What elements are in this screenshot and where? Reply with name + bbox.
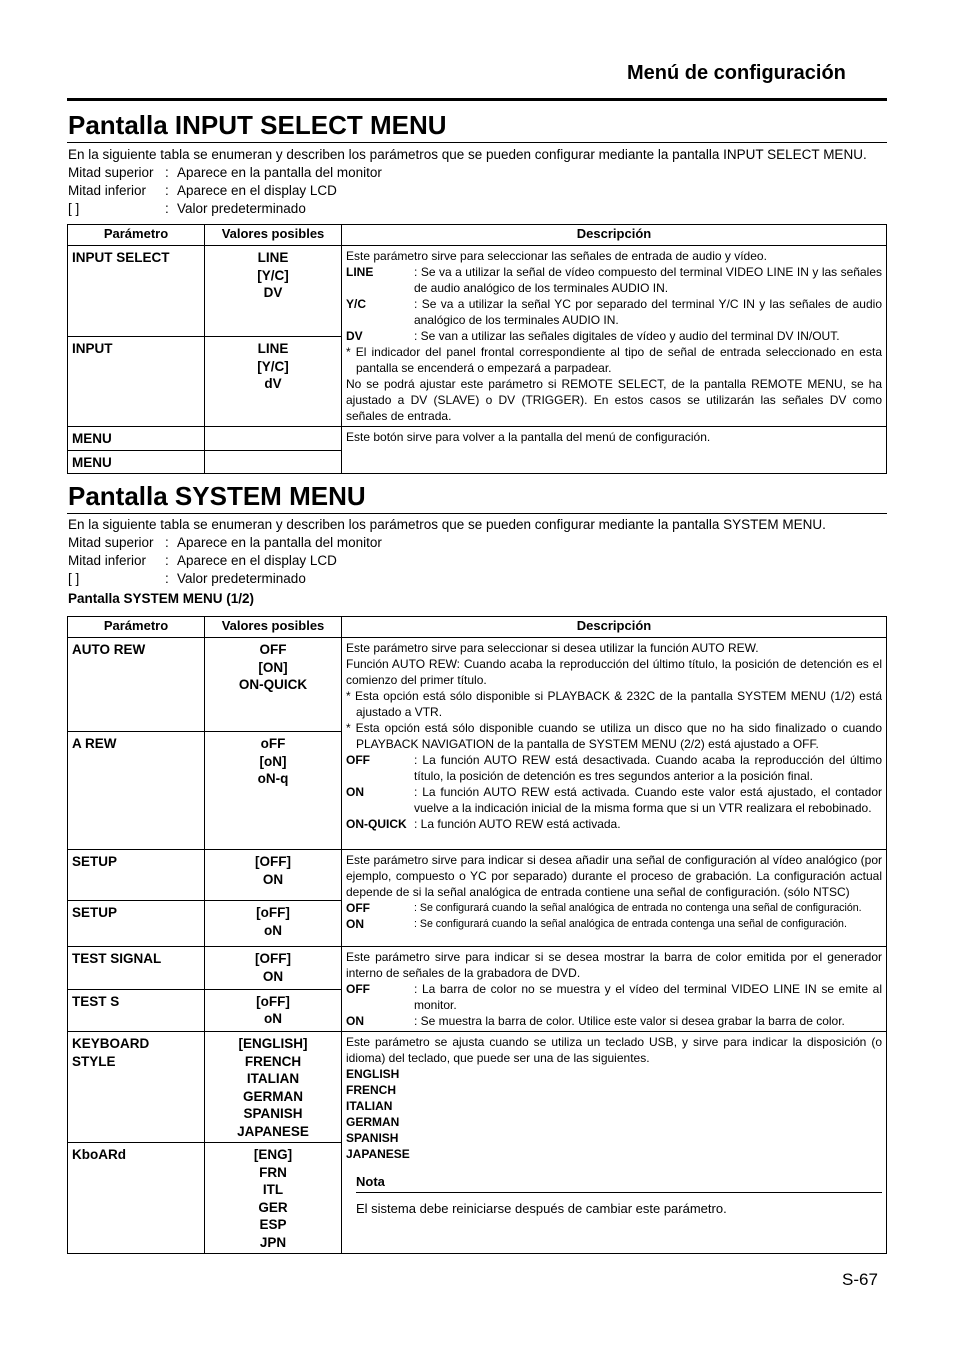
- definition-item: [346, 981, 882, 1013]
- value-option: [ENG]: [253, 1147, 293, 1162]
- section2-subtitle: Pantalla SYSTEM MENU (1/2): [68, 591, 255, 606]
- definition-term: OFF: [346, 901, 370, 915]
- param-values: [205, 1032, 342, 1143]
- value-option: ESP: [259, 1217, 287, 1232]
- param-name: MENU: [68, 427, 205, 451]
- value-option: GERMAN: [243, 1088, 303, 1104]
- param-name: SETUP: [68, 850, 205, 901]
- value-option: FRENCH: [244, 1053, 302, 1069]
- legend-text: Aparece en la pantalla del monitor: [177, 535, 382, 550]
- system-menu-table: [67, 616, 887, 1254]
- legend-separator: :: [165, 183, 169, 198]
- param-name: SETUP: [68, 901, 205, 947]
- col-header-values: Valores posibles: [205, 225, 342, 246]
- param-values: [205, 638, 342, 732]
- param-values: [205, 850, 342, 901]
- value-option: [oN]: [259, 753, 287, 769]
- value-option: ON-QUICK: [238, 677, 308, 692]
- page-number: S-67: [842, 1270, 878, 1289]
- desc-note: * El indicador del panel frontal correspondiente al tipo de señal de entrada seleccionado en esta pantalla se encenderá o empezará a parpadear.: [346, 345, 882, 375]
- value-option: [OFF]: [255, 951, 291, 966]
- value-option: ON: [262, 968, 284, 984]
- page-header: Menú de configuración: [627, 62, 846, 84]
- section2-intro: En la siguiente tabla se enumeran y describen los parámetros que se pueden configurar mediante la pantalla SYSTEM MENU.: [68, 517, 826, 532]
- value-option: SPANISH: [243, 1106, 303, 1121]
- definition-term: ON: [346, 917, 364, 931]
- value-option: LINE: [257, 341, 289, 356]
- param-description: [342, 947, 887, 1032]
- param-name: KboARd: [68, 1143, 205, 1254]
- value-option: GER: [258, 1199, 288, 1215]
- desc-text: Este parámetro se ajusta cuando se utiliza un teclado USB, y sirve para indicar la disposición (o idioma) del teclado, que puede ser una de las siguientes.: [346, 1035, 882, 1065]
- definition-item: [346, 328, 882, 344]
- definition-text: : Se configurará cuando la señal analógica de entrada contenga una señal de configuración.: [414, 916, 882, 932]
- value-option: [ENGLISH]: [238, 1036, 308, 1051]
- value-option: LINE: [257, 250, 289, 265]
- definition-term: DV: [346, 329, 363, 343]
- table-row: [68, 638, 887, 732]
- value-option: oN-q: [257, 771, 289, 786]
- value-option: FRN: [259, 1164, 287, 1180]
- keyboard-option: GERMAN: [346, 1115, 400, 1129]
- param-values: [205, 732, 342, 850]
- param-name: TEST S: [68, 989, 205, 1032]
- keyboard-option: JAPANESE: [346, 1147, 410, 1161]
- definition-item: [346, 296, 882, 328]
- desc-text: No se podrá ajustar este parámetro si REMOTE SELECT, de la pantalla REMOTE MENU, se ha ajustado a DV (SLAVE) o DV (TRIGGER). En estos casos se utilizarán las señales DV como señales de entrada.: [346, 377, 882, 423]
- param-description: Este botón sirve para volver a la pantalla del menú de configuración.: [342, 427, 887, 474]
- table-header-row: [68, 617, 887, 638]
- section2-rule: [67, 513, 887, 514]
- table-header-row: [68, 225, 887, 246]
- param-description: [342, 246, 887, 427]
- definition-text: : Se van a utilizar las señales digitales de vídeo y audio del terminal DV IN/OUT.: [414, 328, 882, 344]
- definition-text: : La función AUTO REW está activada.: [414, 816, 882, 832]
- definition-term: ON: [346, 1014, 364, 1028]
- value-option: ITL: [262, 1182, 284, 1197]
- value-option: [Y/C]: [257, 358, 289, 374]
- table-row: [68, 246, 887, 337]
- desc-text: Este parámetro sirve para seleccionar si desea utilizar la función AUTO REW.: [346, 641, 759, 655]
- param-description: [342, 850, 887, 947]
- keyboard-option: ITALIAN: [346, 1099, 393, 1113]
- param-values: [205, 450, 342, 474]
- param-values: [205, 427, 342, 451]
- param-values: [205, 246, 342, 337]
- definition-term: ON-QUICK: [346, 817, 407, 831]
- legend-separator: :: [165, 571, 169, 586]
- keyboard-option: FRENCH: [346, 1083, 396, 1097]
- section2-title: Pantalla SYSTEM MENU: [68, 481, 366, 511]
- legend-text: Aparece en el display LCD: [177, 183, 337, 198]
- param-name: INPUT: [68, 337, 205, 427]
- definition-text: : La barra de color no se muestra y el vídeo del terminal VIDEO LINE IN se emite al monitor.: [414, 981, 882, 1013]
- header-rule: [67, 98, 887, 101]
- legend-label: Mitad inferior: [68, 553, 147, 568]
- definition-term: ON: [346, 785, 364, 799]
- param-description: [342, 638, 887, 850]
- input-select-table: [67, 224, 887, 474]
- col-header-values: Valores posibles: [205, 617, 342, 638]
- param-values: [205, 1143, 342, 1254]
- definition-term: LINE: [346, 265, 374, 279]
- definition-text: : La función AUTO REW está desactivada. Cuando acaba la reproducción del último título, la posición de detención es tres segundos anterior a la posición final.: [414, 752, 882, 784]
- definition-item: [346, 752, 882, 784]
- value-option: JPN: [259, 1234, 287, 1250]
- section1-rule: [67, 142, 887, 143]
- definition-text: : Se configurará cuando la señal analógica de entrada no contenga una señal de configuración.: [414, 900, 882, 916]
- table-row: [68, 850, 887, 901]
- param-name: [68, 1032, 205, 1143]
- definition-item: [346, 900, 882, 916]
- definition-text: : La función AUTO REW está activada. Cuando este valor está ajustado, el contador vuelve a la indicación inicial de la misma forma que si un VTR realizara el rebobinado.: [414, 784, 882, 816]
- note-title: Nota: [356, 1174, 882, 1193]
- section1-title: Pantalla INPUT SELECT MENU: [68, 110, 447, 140]
- param-description: [342, 1032, 887, 1254]
- desc-note: * Esta opción está sólo disponible cuando se utiliza un disco que no ha sido finalizado o cuando PLAYBACK NAVIGATION de la pantalla de SYSTEM MENU (2/2) está ajustado a OFF.: [346, 721, 882, 751]
- table-row: [68, 427, 887, 451]
- legend-separator: :: [165, 165, 169, 180]
- legend-label: [ ]: [68, 201, 80, 216]
- table-row: [68, 1032, 887, 1143]
- definition-text: : Se va a utilizar la señal YC por separado del terminal Y/C IN y las señales de audio analógico de los terminales AUDIO IN.: [414, 296, 882, 328]
- legend-text: Valor predeterminado: [177, 571, 306, 586]
- definition-item: [346, 816, 882, 832]
- value-option: [oFF]: [256, 993, 290, 1009]
- legend-text: Valor predeterminado: [177, 201, 306, 216]
- legend-text: Aparece en la pantalla del monitor: [177, 165, 382, 180]
- param-values: [205, 947, 342, 990]
- value-option: [Y/C]: [257, 267, 289, 283]
- legend-separator: :: [165, 553, 169, 568]
- value-option: ITALIAN: [246, 1071, 300, 1086]
- definition-text: : Se va a utilizar la señal de vídeo compuesto del terminal VIDEO LINE IN y las señales de audio analógico de los terminales AUDIO IN.: [414, 264, 882, 296]
- definition-term: OFF: [346, 753, 370, 767]
- definition-term: OFF: [346, 982, 370, 996]
- value-option: oN: [264, 1011, 282, 1026]
- legend-text: Aparece en el display LCD: [177, 553, 337, 568]
- param-values: [205, 989, 342, 1032]
- definition-term: Y/C: [346, 297, 367, 311]
- legend-label: Mitad inferior: [68, 183, 147, 198]
- legend-separator: :: [165, 535, 169, 550]
- param-values: [205, 901, 342, 947]
- desc-text: Este parámetro sirve para indicar si desea añadir una señal de configuración al vídeo analógico (por ejemplo, compuesto o YC por separado) durante el proceso de grabación. La configuración actual depende de si la señal analógica de entrada contiene una señal de configuración. (sólo NTSC): [346, 853, 882, 899]
- param-name: A REW: [68, 732, 205, 850]
- legend-separator: :: [165, 201, 169, 216]
- table-row: [68, 947, 887, 990]
- value-option: OFF: [259, 642, 287, 657]
- value-option: JAPANESE: [237, 1123, 309, 1139]
- col-header-desc: Descripción: [342, 617, 887, 638]
- param-name: MENU: [68, 450, 205, 474]
- col-header-param: Parámetro: [68, 225, 205, 246]
- desc-text: Este parámetro sirve para indicar si se desea mostrar la barra de color emitida por el generador interno de señales de la grabadora de DVD.: [346, 950, 882, 980]
- desc-text: Este parámetro sirve para seleccionar las señales de entrada de audio y vídeo.: [346, 249, 767, 263]
- definition-text: : Se muestra la barra de color. Utilice este valor si desea grabar la barra de color.: [414, 1013, 882, 1029]
- value-option: [OFF]: [255, 854, 291, 869]
- value-option: [oFF]: [256, 905, 290, 920]
- note-text: El sistema debe reiniciarse después de cambiar este parámetro.: [356, 1201, 727, 1216]
- value-option: dV: [264, 376, 282, 391]
- definition-item: [346, 264, 882, 296]
- param-name: INPUT SELECT: [68, 246, 205, 337]
- param-name-text: KEYBOARD STYLE: [72, 1036, 150, 1069]
- param-name: AUTO REW: [68, 638, 205, 732]
- value-option: [ON]: [258, 659, 288, 675]
- param-name: TEST SIGNAL: [68, 947, 205, 990]
- keyboard-option: ENGLISH: [346, 1067, 400, 1081]
- param-values: [205, 337, 342, 427]
- definition-item: [346, 784, 882, 816]
- desc-note: * Esta opción está sólo disponible si PLAYBACK & 232C de la pantalla SYSTEM MENU (1/2) está ajustado a VTR.: [346, 689, 882, 719]
- definition-item: [346, 1013, 882, 1029]
- value-option: oFF: [260, 736, 286, 751]
- desc-text: Función AUTO REW: Cuando acaba la reproducción del último título, la posición de detención es el comienzo del primer título.: [346, 657, 882, 687]
- legend-label: Mitad superior: [68, 165, 154, 180]
- value-option: oN: [264, 922, 282, 938]
- keyboard-option: SPANISH: [346, 1131, 399, 1145]
- note-box: [356, 1174, 882, 1217]
- col-header-desc: Descripción: [342, 225, 887, 246]
- col-header-param: Parámetro: [68, 617, 205, 638]
- legend-label: [ ]: [68, 571, 80, 586]
- legend-label: Mitad superior: [68, 535, 154, 550]
- value-option: DV: [263, 285, 283, 300]
- definition-item: [346, 916, 882, 932]
- value-option: ON: [262, 871, 284, 887]
- section1-intro: En la siguiente tabla se enumeran y describen los parámetros que se pueden configurar mediante la pantalla INPUT SELECT MENU.: [68, 147, 867, 162]
